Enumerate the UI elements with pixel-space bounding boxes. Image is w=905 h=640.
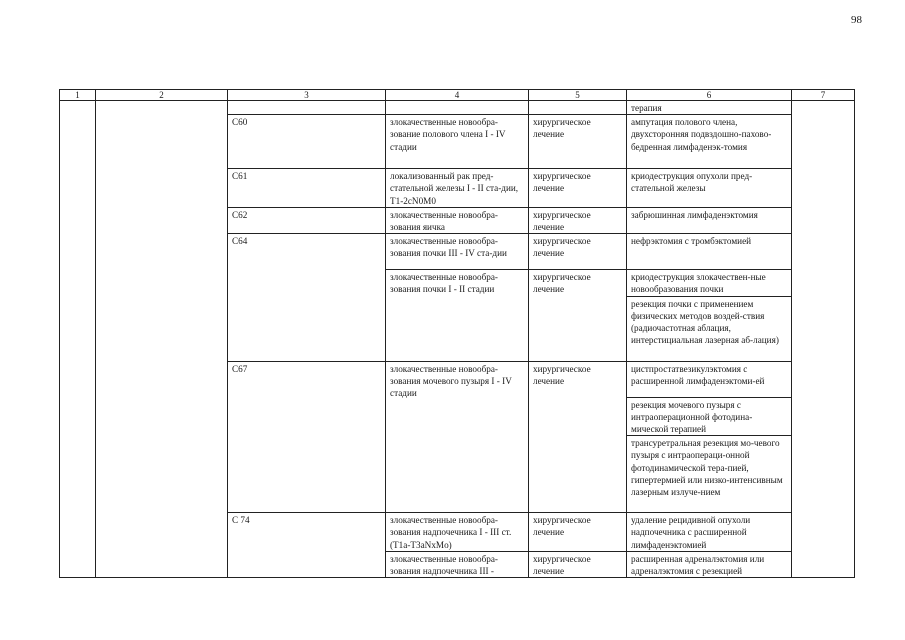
- treatment-cell: хирургическое лечение: [529, 513, 627, 552]
- column-number-5: 5: [529, 90, 627, 101]
- empty-cell-col2: [96, 101, 228, 578]
- method-cell: удаление рецидивной опухоли надпочечника с расширенной лимфаденэктомией: [627, 513, 792, 552]
- empty-cell-col1: [60, 101, 96, 578]
- icd-code-cell: C64: [228, 234, 386, 361]
- method-cell: резекция почки с применением физических методов воздей-ствия (радиочастотная аблация, интерстициальная лазерная аб-лация): [627, 296, 792, 361]
- empty-cell: [529, 101, 627, 115]
- medical-care-table: [59, 89, 855, 578]
- icd-code-cell: C62: [228, 207, 386, 233]
- empty-cell-col7: [792, 101, 855, 578]
- diagnosis-cell: злокачественные новообра-зование полового члена I - IV стадии: [386, 115, 529, 169]
- icd-code-cell: C 74: [228, 513, 386, 578]
- treatment-cell: хирургическое лечение: [529, 234, 627, 270]
- treatment-cell: хирургическое лечение: [529, 169, 627, 208]
- method-cell: терапия: [627, 101, 792, 115]
- column-number-6: 6: [627, 90, 792, 101]
- diagnosis-cell: злокачественные новообра-зования надпочечника III -: [386, 551, 529, 577]
- method-cell: трансуретральная резекция мо-чевого пузыря с интраопераци-онной фотодинамической тера-пией, гипертермией или низко-интенсивным лазерным излуче-нием: [627, 436, 792, 513]
- empty-cell: [228, 101, 386, 115]
- column-number-2: 2: [96, 90, 228, 101]
- method-cell: цистпростатвезикулэктомия с расширенной лимфаденэктоми-ей: [627, 361, 792, 397]
- icd-code-cell: C60: [228, 115, 386, 169]
- method-cell: криодеструкция опухоли пред-стательной железы: [627, 169, 792, 208]
- method-cell: нефрэктомия с тромбэктомией: [627, 234, 792, 270]
- method-cell: ампутация полового члена, двухсторонняя подвздошно-пахово-бедренная лимфаденэк-томия: [627, 115, 792, 169]
- treatment-cell: хирургическое лечение: [529, 361, 627, 513]
- page-number: 98: [851, 14, 862, 26]
- table-row: [60, 101, 855, 115]
- diagnosis-cell: злокачественные новообра-зования мочевого пузыря I - IV стадии: [386, 361, 529, 513]
- column-number-4: 4: [386, 90, 529, 101]
- diagnosis-cell: злокачественные новообра-зования надпочечника I - III ст. (T1a-T3aNxMo): [386, 513, 529, 552]
- diagnosis-cell: локализованный рак пред-стательной железы I - II ста-дии, T1-2cN0M0: [386, 169, 529, 208]
- method-cell: криодеструкция злокачествен-ные новообразования почки: [627, 270, 792, 296]
- treatment-cell: хирургическое лечение: [529, 115, 627, 169]
- column-number-7: 7: [792, 90, 855, 101]
- diagnosis-cell: злокачественные новообра-зования почки III - IV ста-дии: [386, 234, 529, 270]
- diagnosis-cell: злокачественные новообра-зования почки I - II стадии: [386, 270, 529, 361]
- column-number-3: 3: [228, 90, 386, 101]
- column-number-row: [60, 90, 855, 101]
- method-cell: расширенная адреналэктомия или адреналэктомия с резекцией: [627, 551, 792, 577]
- method-cell: резекция мочевого пузыря с интраоперационной фотодина-мической терапией: [627, 397, 792, 436]
- icd-code-cell: C67: [228, 361, 386, 513]
- treatment-cell: хирургическое лечение: [529, 270, 627, 361]
- column-number-1: 1: [60, 90, 96, 101]
- treatment-cell: хирургическое лечение: [529, 207, 627, 233]
- empty-cell: [386, 101, 529, 115]
- method-cell: забрюшинная лимфаденэктомия: [627, 207, 792, 233]
- treatment-cell: хирургическое лечение: [529, 551, 627, 577]
- diagnosis-cell: злокачественные новообра-зования яичка: [386, 207, 529, 233]
- icd-code-cell: C61: [228, 169, 386, 208]
